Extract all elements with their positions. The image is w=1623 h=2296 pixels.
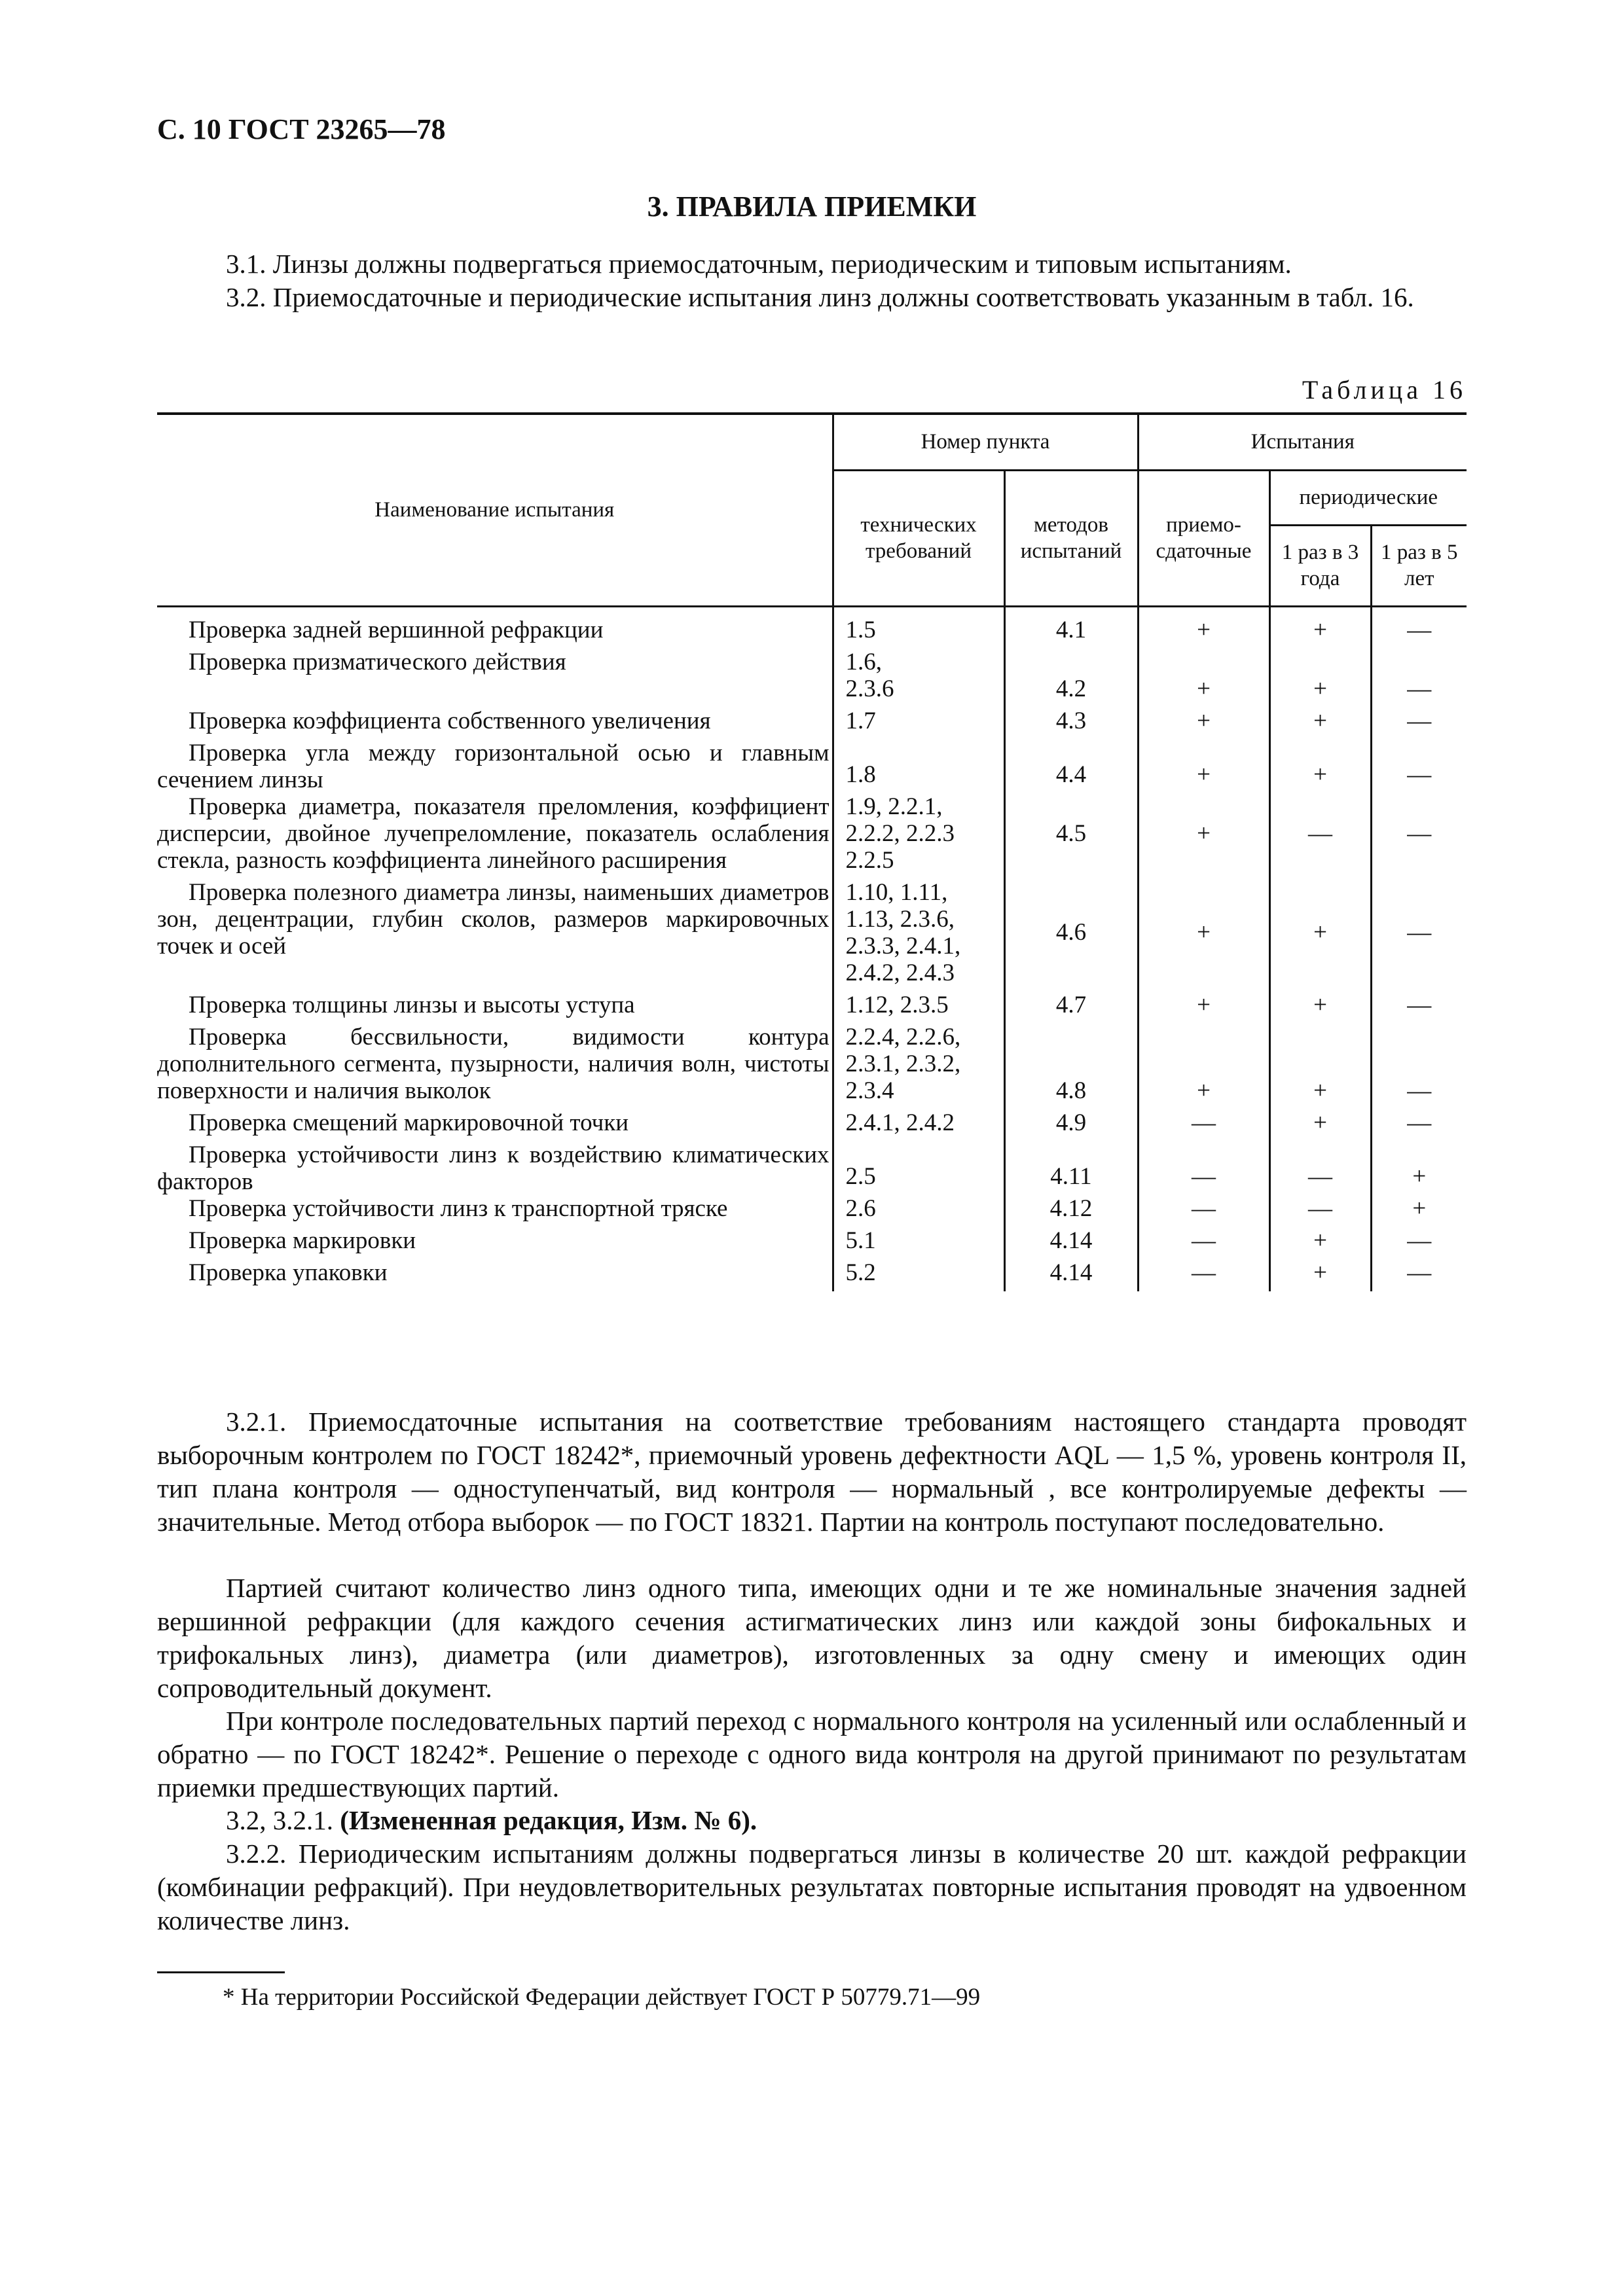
table-caption: Таблица 16 [1302,375,1467,404]
table-row: Проверка диаметра, показателя преломления, коэффициент дисперсии, двойное лучепреломление, показатель ослабления стекла, разность коэффициента линейного расширения 1.9, 2.2.1, 2.2.2, 2.2.3 2.2.5 4.5 + — — [157,793,1467,879]
paragraph-3-1: 3.1. Линзы должны подвергаться приемосдаточным, периодическим и типовым испытаниям. [226,249,1292,279]
header-periodic: периодические [1269,470,1467,525]
table-row: Проверка призматического действия 1.6, 2.3.6 4.2 + + — [157,649,1467,708]
table-row: Проверка угла между горизонтальной осью и главным сечением линзы 1.8 4.4 + + — [157,740,1467,793]
header-tech-requirements: технических требований [833,470,1004,606]
header-test-methods: методов испытаний [1004,470,1138,606]
table-row: Проверка коэффициента собственного увеличения 1.7 4.3 + + — [157,708,1467,740]
table-row: Проверка бессвильности, видимости контура дополнительного сегмента, пузырности, наличия волн, чистоты поверхности и наличия выколок 2.2.4, 2.2.6, 2.3.1, 2.3.2, 2.3.4 4.8 + + — [157,1024,1467,1109]
table-row: Проверка устойчивости линз к транспортной тряске 2.6 4.12 — — + [157,1195,1467,1227]
edit-note-bold: (Измененная редакция, Изм. № 6). [340,1805,757,1835]
edit-note-prefix: 3.2, 3.2.1. [226,1805,333,1835]
paragraph-3-2-1: 3.2.1. Приемосдаточные испытания на соответствие требованиям настоящего стандарта проводят выборочным контролем по ГОСТ 18242*, приемочный уровень дефектности AQL — 1,5 %, уровень контроля II, тип плана контроля — одноступенчатый, вид контроля — нормальный , все контролируемые дефекты — значительные. Метод отбора выборок — по ГОСТ 18321. Партии на контроль поступают последовательно. [157,1407,1467,1537]
table-row: Проверка полезного диаметра линзы, наименьших диаметров зон, децентрации, глубин сколов, размеров маркировочных точек и осей 1.10, 1.11, 1.13, 2.3.6, 2.3.3, 2.4.1, 2.4.2, 2.4.3 4.6 + + — [157,879,1467,992]
section-title: 3. ПРАВИЛА ПРИЕМКИ [647,190,977,223]
header-acceptance: приемо-сдаточные [1138,470,1269,606]
paragraph-edit-note [157,1804,1467,1837]
paragraph-3-2: 3.2. Приемосдаточные и периодические испытания линз должны соответствовать указанным в табл. 16. [226,282,1414,312]
table-row: Проверка маркировки 5.1 4.14 — + — [157,1227,1467,1259]
table-row: Проверка упаковки 5.2 4.14 — + — [157,1259,1467,1291]
header-tests: Испытания [1138,414,1467,470]
page-header: С. 10 ГОСТ 23265—78 [157,113,446,145]
footnote: * На территории Российской Федерации действует ГОСТ Р 50779.71—99 [223,1984,981,2011]
table-row: Проверка устойчивости линз к воздействию климатических факторов 2.5 4.11 — — + [157,1141,1467,1195]
paragraph-3-2-2: 3.2.2. Периодическим испытаниям должны подвергаться линзы в количестве 20 шт. каждой рефракции (комбинации рефракций). При неудовлетворительных результатах повторные испытания проводят на удвоенном количестве линз. [157,1839,1467,1935]
header-once-5-years: 1 раз в 5 лет [1371,525,1467,606]
header-test-name: Наименование испытания [157,414,833,606]
table-row: Проверка смещений маркировочной точки 2.4.1, 2.4.2 4.9 — + — [157,1109,1467,1141]
paragraph-control: При контроле последовательных партий переход с нормального контроля на усиленный или ослабленный и обратно — по ГОСТ 18242*. Решение о переходе с одного вида контроля на другой принимают по результатам приемки предшествующих партий. [157,1706,1467,1803]
paragraph-party: Партией считают количество линз одного типа, имеющих одни и те же номинальные значения задней вершинной рефракции (для каждого сечения астигматических линз или каждой зоны бифокальных и трифокальных линз), диаметра (или диаметров), изготовленных за одну смену и имеющих один сопроводительный документ. [157,1573,1467,1703]
header-point-number: Номер пункта [833,414,1138,470]
footnote-divider [157,1971,285,1973]
table-row: Проверка задней вершинной рефракции 1.5 4.1 + + — [157,606,1467,649]
header-once-3-years: 1 раз в 3 года [1269,525,1371,606]
table-row: Проверка толщины линзы и высоты уступа 1.12, 2.3.5 4.7 + + — [157,992,1467,1024]
table-16 [157,412,1467,1291]
